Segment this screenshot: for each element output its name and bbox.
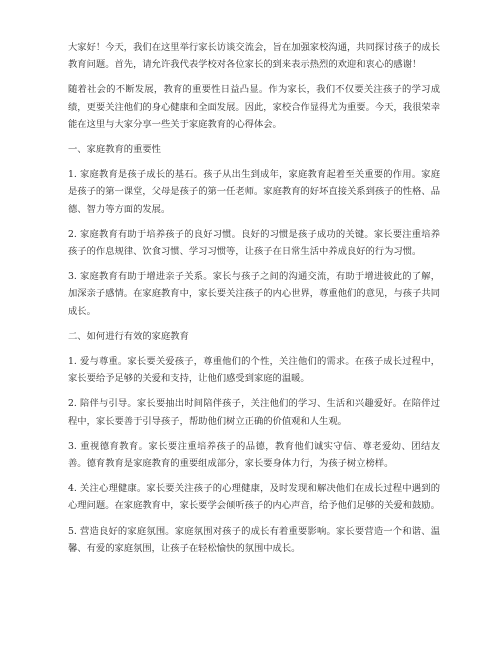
list-item: 5. 营造良好的家庭氛围。家庭氛围对孩子的成长有着重要影响。家长要营造一个和谐、温馨、有爱的家庭氛围，让孩子在轻松愉快的氛围中成长。 xyxy=(68,525,440,554)
intro-paragraph: 大家好！今天，我们在这里举行家长访谈交流会，旨在加强家校沟通，共同探讨孩子的成长教育问题。首先，请允许我代表学校对各位家长的到来表示热烈的欢迎和衷心的感谢！ xyxy=(68,42,440,71)
document-page xyxy=(68,39,440,565)
list-item: 3. 家庭教育有助于增进亲子关系。家长与孩子之间的沟通交流，有助于增进彼此的了解，加深亲子感情。在家庭教育中，家长要关注孩子的内心世界，尊重他们的意见，与孩子共同成长。 xyxy=(68,271,440,317)
intro-paragraph: 随着社会的不断发展，教育的重要性日益凸显。作为家长，我们不仅要关注孩子的学习成绩，更要关注他们的身心健康和全面发展。因此，家校合作显得尤为重要。今天，我很荣幸能在这里与大家分享一些关于家庭教育的心得体会。 xyxy=(68,84,440,130)
list-item: 2. 家庭教育有助于培养孩子的良好习惯。良好的习惯是孩子成功的关键。家长要注重培养孩子的作息规律、饮食习惯、学习习惯等，让孩子在日常生活中养成良好的行为习惯。 xyxy=(68,228,440,258)
list-item: 2. 陪伴与引导。家长要抽出时间陪伴孩子，关注他们的学习、生活和兴趣爱好。在陪伴过程中，家长要善于引导孩子，帮助他们树立正确的价值观和人生观。 xyxy=(68,398,440,427)
section-heading: 二、如何进行有效的家庭教育 xyxy=(68,330,189,342)
section-heading: 一、家庭教育的重要性 xyxy=(68,144,161,156)
list-item: 1. 家庭教育是孩子成长的基石。孩子从出生到成年，家庭教育起着至关重要的作用。家庭是孩子的第一课堂，父母是孩子的第一任老师。家庭教育的好坏直接关系到孩子的性格、品德、智力等方面的发展。 xyxy=(68,169,440,215)
list-item: 4. 关注心理健康。家长要关注孩子的心理健康，及时发现和解决他们在成长过程中遇到的心理问题。在家庭教育中，家长要学会倾听孩子的内心声音，给予他们足够的关爱和鼓励。 xyxy=(68,483,440,512)
list-item: 3. 重视德育教育。家长要注重培养孩子的品德，教育他们诚实守信、尊老爱幼、团结友善。德育教育是家庭教育的重要组成部分，家长要身体力行，为孩子树立榜样。 xyxy=(68,440,440,470)
list-item: 1. 爱与尊重。家长要关爱孩子，尊重他们的个性，关注他们的需求。在孩子成长过程中，家长要给予足够的关爱和支持，让他们感受到家庭的温暖。 xyxy=(68,356,440,385)
